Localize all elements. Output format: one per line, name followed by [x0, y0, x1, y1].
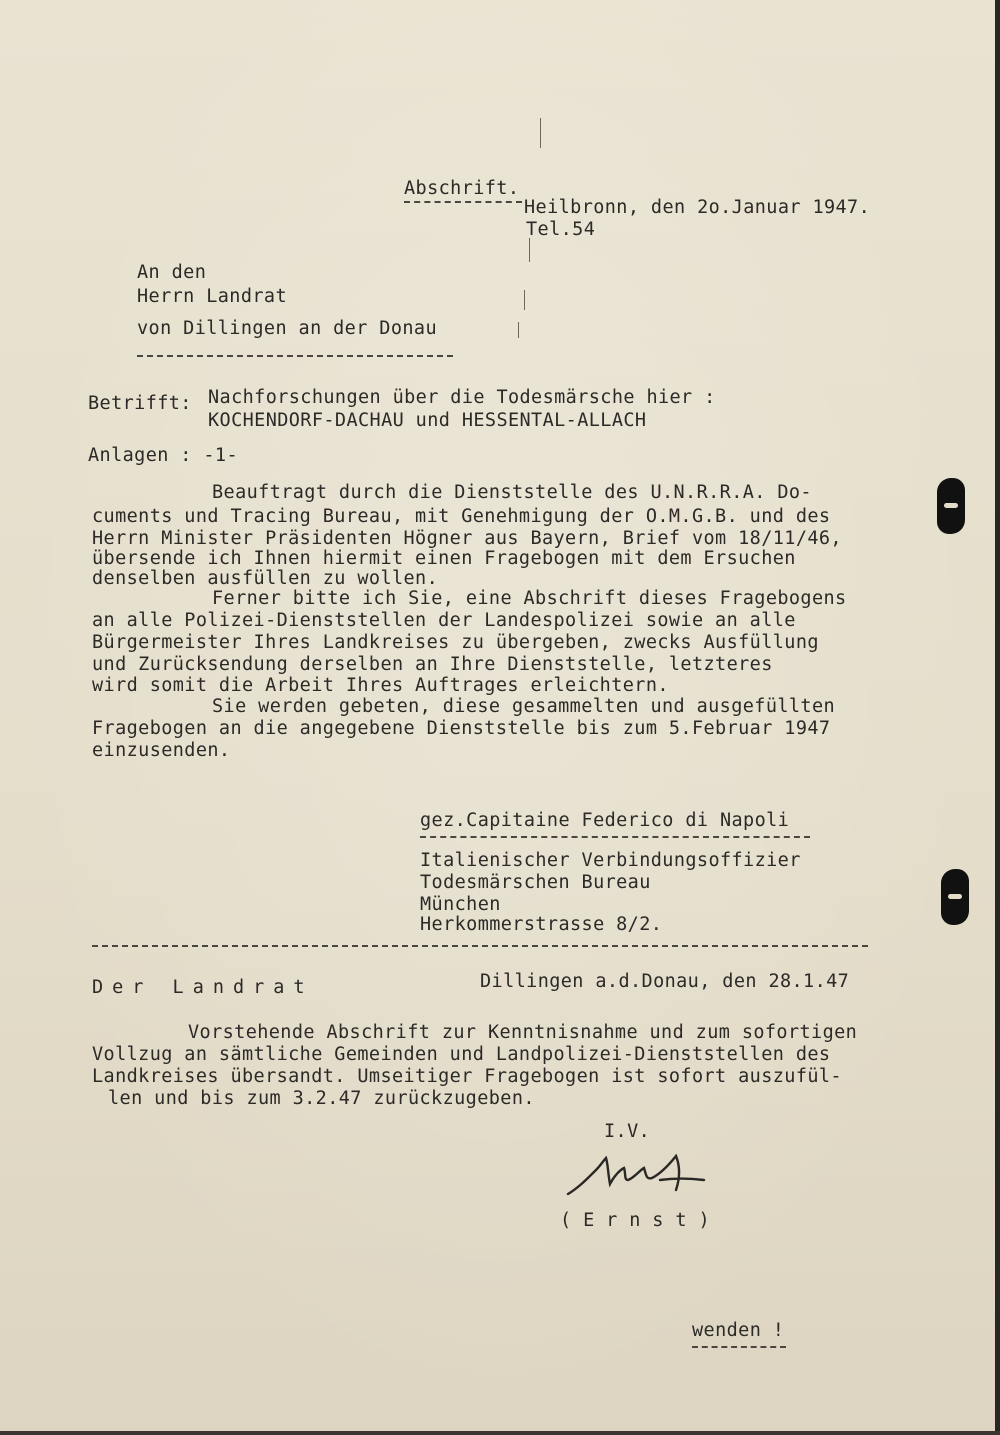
officer-city: München [420, 894, 501, 915]
doc-type-label: Abschrift. [404, 178, 520, 199]
landrat-body-line: Vollzug an sämtliche Gemeinden und Landpolizei-Dienststellen des [92, 1044, 831, 1065]
landrat-body-line: Landkreises übersandt. Umseitiger Fragebogen ist sofort auszufül- [92, 1066, 842, 1087]
signer-name: ( E r n s t ) [560, 1210, 710, 1231]
officer-street: Herkommerstrasse 8/2. [420, 914, 663, 935]
section-separator [92, 945, 868, 947]
subject-line-1: Nachforschungen über die Todesmärsche hier : [208, 387, 716, 408]
recipient-line-3: von Dillingen an der Donau [137, 318, 437, 339]
handwritten-signature [564, 1150, 724, 1206]
recipient-underline [137, 355, 453, 357]
crease-mark [518, 322, 519, 338]
body-line: wird somit die Arbeit Ihres Auftrages erleichtern. [92, 675, 669, 696]
scan-edge-right [995, 0, 1000, 1435]
crease-mark [529, 238, 530, 262]
body-line: einzusenden. [92, 740, 231, 761]
iv-label: I.V. [604, 1121, 651, 1142]
body-line: Beauftragt durch die Dienststelle des U.N.R.R.A. Do- [212, 482, 812, 503]
doc-type-underline [404, 201, 522, 203]
body-line: Herrn Minister Präsidenten Högner aus Bayern, Brief vom 18/11/46, [92, 528, 842, 549]
body-line: und Zurücksendung derselben an Ihre Dienststelle, letzteres [92, 654, 773, 675]
crease-mark [524, 290, 525, 310]
punch-hole-bottom [941, 869, 969, 925]
turn-over-note: wenden ! [692, 1320, 785, 1341]
turn-over-underline [692, 1346, 786, 1348]
body-line: übersende ich Ihnen hiermit einen Fragebogen mit dem Ersuchen [92, 548, 796, 569]
recipient-line-1: An den [137, 262, 207, 283]
body-line: denselben ausfüllen zu wollen. [92, 568, 439, 589]
header-phone: Tel.54 [526, 219, 596, 240]
body-line: Fragebogen an die angegebene Dienststelle bis zum 5.Februar 1947 [92, 718, 831, 739]
header-place-date: Heilbronn, den 2o.Januar 1947. [524, 197, 871, 218]
landrat-body-line: len und bis zum 3.2.47 zurückzugeben. [108, 1088, 535, 1109]
body-line: Bürgermeister Ihres Landkreises zu übergeben, zwecks Ausfüllung [92, 632, 819, 653]
scan-edge-bottom [0, 1431, 1000, 1435]
body-line: cuments und Tracing Bureau, mit Genehmigung der O.M.G.B. und des [92, 506, 831, 527]
punch-hole-top [937, 478, 965, 534]
crease-mark [540, 118, 541, 148]
body-line: Sie werden gebeten, diese gesammelten und ausgefüllten [212, 696, 836, 717]
landrat-sender: Der Landrat [92, 977, 314, 998]
body-line: Ferner bitte ich Sie, eine Abschrift dieses Fragebogens [212, 588, 847, 609]
subject-line-2: KOCHENDORF-DACHAU und HESSENTAL-ALLACH [208, 410, 647, 431]
body-line: an alle Polizei-Dienststellen der Landespolizei sowie an alle [92, 610, 796, 631]
recipient-line-2: Herrn Landrat [137, 286, 287, 307]
signed-by: gez.Capitaine Federico di Napoli [420, 810, 790, 831]
officer-bureau: Todesmärschen Bureau [420, 872, 651, 893]
landrat-body-line: Vorstehende Abschrift zur Kenntnisnahme und zum sofortigen [188, 1022, 858, 1043]
officer-role: Italienischer Verbindungsoffizier [420, 850, 801, 871]
attachments-line: Anlagen : -1- [88, 445, 238, 466]
subject-label: Betrifft: [88, 393, 192, 414]
signature-underline [420, 836, 810, 838]
landrat-place-date: Dillingen a.d.Donau, den 28.1.47 [480, 971, 850, 992]
